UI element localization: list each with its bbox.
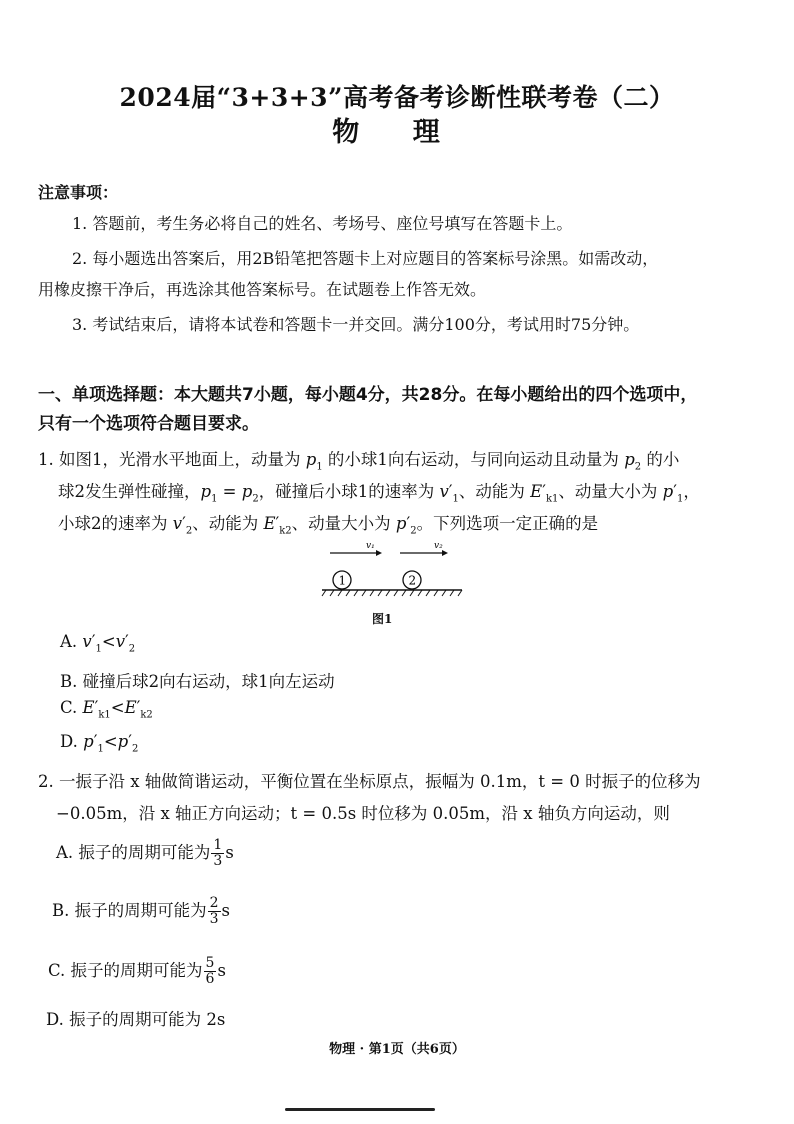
q2-option-a-unit: s [225,843,234,862]
q2-option-c-numerator: 5 [205,955,215,971]
arrow-v1-label: v₁ [366,541,375,551]
q2-option-c-denominator: 6 [205,971,215,987]
q2-option-c-unit: s [217,961,226,980]
ball-2-label: 2 [408,573,417,588]
q1-option-c: C. $E'_{k1}<E'_{k2}$ [60,698,153,721]
figure-1-caption: 图1 [372,612,393,626]
q2-option-a-fraction [211,838,224,869]
notes-heading: 注意事项： [38,183,119,202]
arrow-v1-head [376,550,382,556]
q2-option-b [52,896,230,927]
section-heading-line-1: 一、单项选择题：本大题共7小题，每小题4分，共28分。在每小题给出的四个选项中， [38,385,698,405]
q2-option-b-unit: s [221,901,231,920]
q1-line-1: 1. 如图1，光滑水平地面上，动量为 $p_1$ 的小球1向右运动，与同向运动且动量为 $p_2$ 的小 [38,450,680,473]
q2-line-1 [38,768,701,792]
q2-option-b-text: B. 振子的周期可能为 [52,901,207,920]
note-item-3: 3. 考试结束后，请将本试卷和答题卡一并交回。满分100分，考试用时75分钟。 [72,315,640,334]
note-item-1: 1. 答题前，考生务必将自己的姓名、考场号、座位号填写在答题卡上。 [72,214,573,233]
q1-option-d: D. $p'_1<p'_2$ [60,732,139,755]
ball-1-label: 1 [338,573,347,588]
note-item-2-line-1: 2. 每小题选出答案后，用2B铅笔把答题卡上对应题目的答案标号涂黑。如需改动， [72,249,659,268]
q2-option-d: D. 振子的周期可能为 2s [46,1010,226,1029]
arrow-v2-label: v₂ [434,541,443,551]
q2-line-1-text: 一振子沿 x 轴做简谐运动，平衡位置在坐标原点，振幅为 0.1m，t = 0 时振子的位移为 [59,772,701,791]
section-heading-line-2: 只有一个选项符合题目要求。 [38,414,259,434]
bottom-rule [285,1108,435,1111]
ground-hatching [322,590,462,596]
q1-option-b: B. 碰撞后球2向右运动，球1向左运动 [60,672,335,691]
q2-option-a-text: A. 振子的周期可能为 [56,843,211,862]
q2-option-a-numerator: 1 [213,837,223,853]
q2-option-b-numerator: 2 [209,895,219,911]
exam-title: 2024届“3+3+3”高考备考诊断性联考卷（二） [119,83,675,112]
q2-option-a [56,838,234,869]
q2-option-b-fraction [208,896,221,927]
figure-1 [318,538,468,606]
page-footer: 物理 · 第1页（共6页） [329,1042,465,1057]
arrow-v2-head [442,550,448,556]
q2-option-b-denominator: 3 [209,911,219,927]
q1-line-2: 球2发生弹性碰撞，$p_1 = p_2$，碰撞后小球1的速率为 $v'_1$、动能为 $E'_{k1}$、动量大小为 $p'_1$， [58,482,700,505]
subject-title: 物 理 [332,117,462,148]
q2-option-c-fraction [204,956,217,987]
q1-line-3: 小球2的速率为 $v'_2$、动能为 $E'_{k2}$、动量大小为 $p'_2$。下列选项一定正确的是 [58,514,599,537]
q2-option-a-denominator: 3 [213,853,223,869]
q2-line-2: −0.05m，沿 x 轴正方向运动；t = 0.5s 时位移为 0.05m，沿 x 轴负方向运动，则 [56,804,670,823]
q1-option-a: A. $v'_1<v'_2$ [60,632,136,655]
q2-number: 2. [38,772,54,791]
q2-option-c [48,956,226,987]
note-item-2-line-2: 用橡皮擦干净后，再选涂其他答案标号。在试题卷上作答无效。 [38,280,487,299]
q2-option-c-text: C. 振子的周期可能为 [48,961,203,980]
q1-number: 1. [38,450,54,469]
